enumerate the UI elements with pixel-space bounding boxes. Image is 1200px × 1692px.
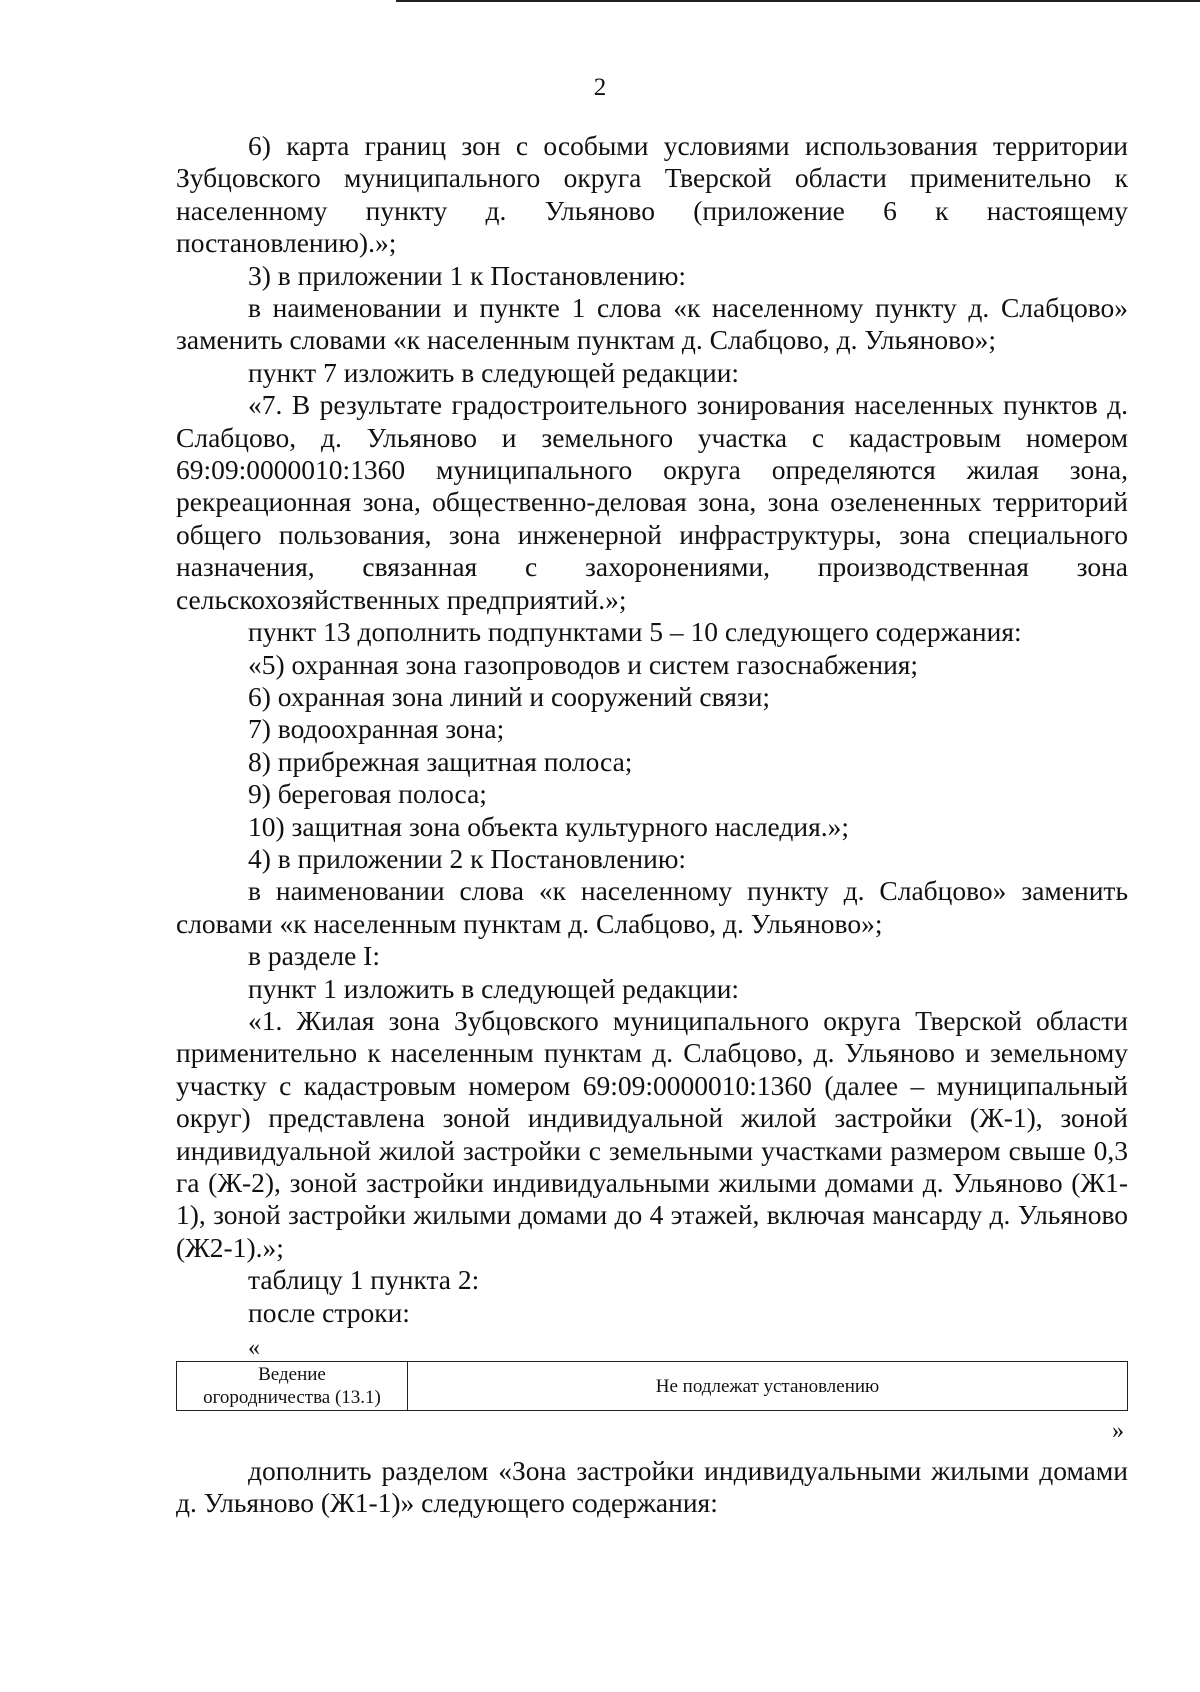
paragraph-point-7-text: «7. В результате градостроительного зонирования населенных пунктов д. Слабцово, д. Ульяново и земельного участка с кадастровым номером 69:09:0000010:1360 муниципального округа определяются жилая зона, рекреационная зона, общественно-деловая зона, зона озелененных территорий общего пользования, зона инженерной инфраструктуры, зона специального назначения, связанная с захоронениями, производственная зона сельскохозяйственных предприятий.»; (176, 389, 1128, 615)
paragraph-point-7-intro: пункт 7 изложить в следующей редакции: (248, 356, 740, 388)
list-item: 9) береговая полоса; (248, 778, 487, 810)
scan-edge-line (396, 0, 1200, 2)
paragraph-appendix-1-title-change: в наименовании и пункте 1 слова «к населенному пункту д. Слабцово» заменить словами «к населенным пунктам д. Слабцово, д. Ульяново»; (176, 292, 1128, 356)
table-open-quote: « (248, 1335, 260, 1362)
paragraph-point-13-intro: пункт 13 дополнить подпунктами 5 – 10 следующего содержания: (248, 616, 1022, 648)
table-row (177, 1362, 1128, 1411)
table-cell-parameters: Не подлежат установлению (408, 1362, 1128, 1411)
paragraph-after-row: после строки: (248, 1296, 410, 1328)
table-close-quote: » (1112, 1418, 1124, 1445)
paragraph-table-1-ref: таблицу 1 пункта 2: (248, 1264, 480, 1296)
paragraph-item-6-map: 6) карта границ зон с особыми условиями использования территории Зубцовского муниципального округа Тверской области применительно к населенному пункту д. Ульяново (приложение 6 к настоящему постановлению).»; (176, 130, 1128, 259)
paragraph-section-1: в разделе I: (248, 940, 380, 972)
paragraph-add-section: дополнить разделом «Зона застройки индивидуальными жилыми домами д. Ульяново (Ж1-1)» следующего содержания: (176, 1455, 1128, 1519)
table-cell-line: Ведение (258, 1364, 326, 1386)
list-item: 8) прибрежная защитная полоса; (248, 745, 633, 777)
paragraph-point-1-text: «1. Жилая зона Зубцовского муниципального округа Тверской области применительно к населенным пунктам д. Слабцово, д. Ульяново и земельному участку с кадастровым номером 69:09:0000010:1360 (далее – муниципальный округ) представлена зоной индивидуальной жилой застройки (Ж-1), зоной индивидуальной жилой застройки с земельными участками размером свыше 0,3 га (Ж-2), зоной застройки индивидуальными жилыми домами д. Ульяново (Ж1-1), зоной застройки жилыми домами до 4 этажей, включая мансарду д. Ульяново (Ж2-1).»; (176, 1004, 1128, 1263)
list-item: 10) защитная зона объекта культурного наследия.»; (248, 810, 850, 842)
page-number: 2 (593, 74, 607, 101)
inserted-row-table (176, 1361, 1128, 1411)
table-cell-line: огородничества (13.1) (203, 1387, 381, 1409)
document-body (176, 130, 1128, 1520)
paragraph-appendix-2-title-change: в наименовании слова «к населенному пункту д. Слабцово» заменить словами «к населенным пунктам д. Слабцово, д. Ульяново»; (176, 875, 1128, 939)
table-cell-use-type (177, 1362, 408, 1411)
list-item: 6) охранная зона линий и сооружений связи; (248, 680, 771, 712)
paragraph-appendix-2-heading: 4) в приложении 2 к Постановлению: (248, 842, 687, 874)
list-item: 7) водоохранная зона; (248, 713, 505, 745)
paragraph-point-1-intro: пункт 1 изложить в следующей редакции: (248, 972, 740, 1004)
paragraph-appendix-1-heading: 3) в приложении 1 к Постановлению: (248, 259, 687, 291)
list-item: «5) охранная зона газопроводов и систем газоснабжения; (248, 648, 919, 680)
